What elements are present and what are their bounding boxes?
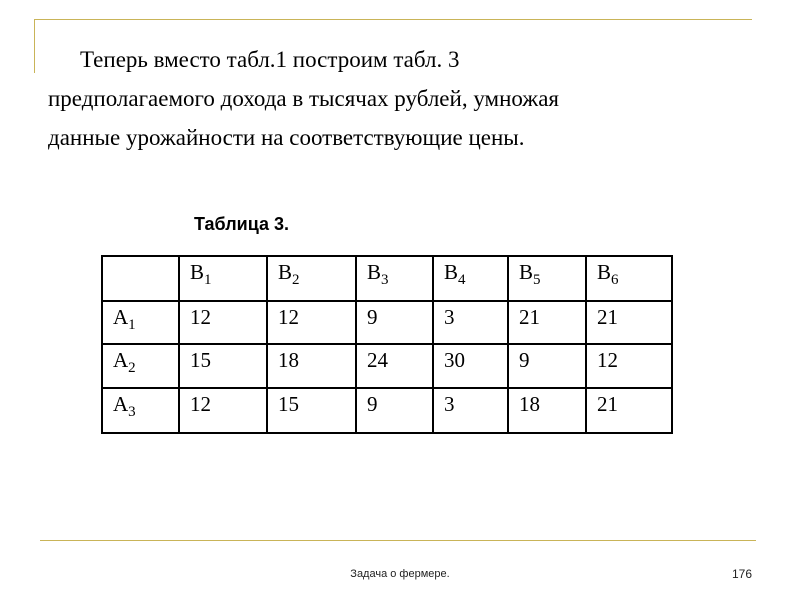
table-caption: Таблица 3. — [194, 214, 290, 234]
top-divider-tick — [34, 19, 35, 73]
header-b6-index: 6 — [611, 272, 619, 288]
header-b3-letter: B — [367, 260, 382, 284]
header-b1-index: 1 — [204, 272, 212, 288]
table-cell: 12 — [586, 344, 672, 388]
header-b3-index: 3 — [381, 272, 389, 288]
table-cell: 3 — [433, 388, 508, 433]
table-cell: 12 — [179, 388, 267, 433]
header-b6-letter: B — [597, 260, 612, 284]
table-cell: 15 — [267, 388, 356, 433]
row-label-a1 — [102, 301, 179, 344]
header-cell-b2 — [267, 256, 356, 301]
slide-body-text — [48, 40, 728, 157]
header-cell-b5 — [508, 256, 586, 301]
header-cell-b3 — [356, 256, 433, 301]
table-header-row — [102, 256, 672, 301]
row-label-a3 — [102, 388, 179, 433]
header-b2-letter: B — [278, 260, 293, 284]
row-a2-index: 2 — [128, 360, 136, 376]
header-b2-index: 2 — [292, 272, 300, 288]
table-row — [102, 301, 672, 344]
row-a3-letter: A — [113, 392, 129, 416]
header-b5-letter: B — [519, 260, 534, 284]
table-cell: 30 — [433, 344, 508, 388]
body-line-1: Теперь вместо табл.1 построим табл. 3 — [80, 47, 460, 72]
table-cell: 18 — [267, 344, 356, 388]
table-cell: 15 — [179, 344, 267, 388]
table-row — [102, 388, 672, 433]
table-cell: 21 — [586, 388, 672, 433]
table-cell: 3 — [433, 301, 508, 344]
footer-title: Задача о фермере. — [350, 568, 450, 580]
header-cell-b4 — [433, 256, 508, 301]
table-cell: 9 — [508, 344, 586, 388]
table-cell: 18 — [508, 388, 586, 433]
header-b4-letter: B — [444, 260, 459, 284]
header-cell-b6 — [586, 256, 672, 301]
row-label-a2 — [102, 344, 179, 388]
table-cell: 9 — [356, 388, 433, 433]
table-cell: 12 — [267, 301, 356, 344]
bottom-divider-line — [40, 540, 756, 541]
header-b4-index: 4 — [458, 272, 466, 288]
table-cell: 24 — [356, 344, 433, 388]
table-cell: 12 — [179, 301, 267, 344]
table-cell: 21 — [586, 301, 672, 344]
page-number: 176 — [731, 567, 752, 581]
table-cell: 21 — [508, 301, 586, 344]
body-line-2: предполагаемого дохода в тысячах рублей, умножая — [48, 86, 559, 111]
header-cell-b1 — [179, 256, 267, 301]
row-a2-letter: A — [113, 348, 129, 372]
header-corner-cell — [102, 256, 179, 301]
body-line-3: данные урожайности на соответствующие цены. — [48, 125, 525, 150]
row-a1-index: 1 — [128, 317, 136, 333]
table-cell: 9 — [356, 301, 433, 344]
row-a1-letter: A — [113, 305, 129, 329]
header-b1-letter: B — [190, 260, 205, 284]
header-b5-index: 5 — [533, 272, 541, 288]
income-table — [101, 255, 673, 434]
table-row — [102, 344, 672, 388]
row-a3-index: 3 — [128, 404, 136, 420]
top-divider-line — [34, 19, 752, 20]
